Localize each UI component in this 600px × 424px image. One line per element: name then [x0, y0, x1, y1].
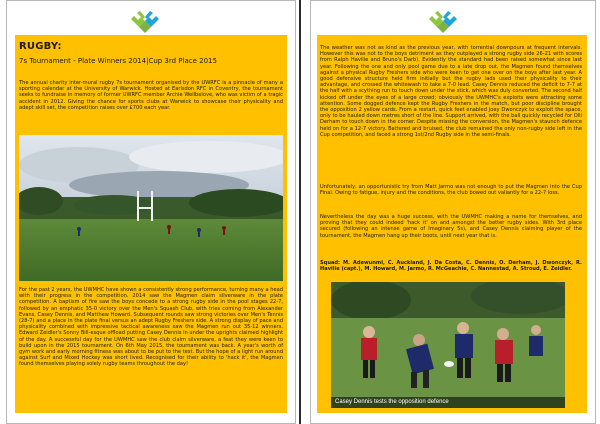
hands-heart-icon: [427, 7, 459, 35]
right-page: [310, 0, 596, 424]
section-title: RUGBY:: [19, 41, 62, 52]
semi-final-paragraph: Unfortunately, an opportunistic try from Matt Jarmo was not enough to put the Magmen into the Cup Final. Owing to fatigue, injury and the conditions, the club bowed out valiantly for a 22-7 loss.: [320, 184, 582, 197]
match-report-paragraph: The weather was not as kind as the previous year, with torrential downpours at frequent intervals. However this was not to the boys detriment as they outplayed a strong rugby side 26-21 with scores from Ralph Havilie and Bruno's Darb). Evidently the standard had been raised somewhat since last year. Following the one and only pool game due to a late drop out, the Magmen found themselves against a physical Rugby Freshers side who were keen to get one over on the boys after last year. A good defensive structure held firm initially but the rugby lads used their physicality to their advantage, and crossed the whitewash to take a 7-0 lead. Casey Dennis reduced the deficit to 7-7 at the half with a scything run to touch down under the stick, which was duly converted. The second half kicked off under the eyes of a large crowd; obviously the UWMHC's exploits were attracting some attention. Some dogged defence kept the Rugby Freshers in the match, but poor discipline brought the opposition 2 yellow cards. From a restart, quick feet enabled Joey Dwonczyk to exploit the space, only to be hauled down metres short of the line. Support arrived, with the ball quickly recycled for Olli Derham to touch down in the corner. Despite missing the conversion, the Magmen's staunch defence held on for a 12-7 victory. Battered and bruised, the club remained the only non-rugby side left in the Cup competition, and faced a strong 1st/2nd Rugby side in the semi-finals.: [320, 45, 582, 138]
intro-paragraph: The annual charity inter-mural rugby 7s tournament organised by the UWRFC is a pinnacle of many a sporting calendar at the University of Warwick. Hosted at Earlsdon RFC in Coventry, the tournament seeks to fundraise in memory of former UWRFC member Archie Wellbelove, who was victim of a tragic accident in 2012. Giving the chance for sports clubs at Warwick to showcase their physicality and adept skill set, the competition raises over £700 each year.: [19, 80, 283, 111]
article-subtitle: 7s Tournament - Plate Winners 2014|Cup 3rd Place 2015: [19, 57, 217, 65]
summary-paragraph: Nevertheless the day was a huge success, with the UWMHC making a name for themselves, and proving that they could indeed 'hack it' on and amongst the better rugby sides. With 3rd place secured (following an intense game of Imaginary 5s), and Casey Dennis claiming player of the tournament, the Magmen hang up their boots, until next year that is.: [320, 214, 582, 239]
page-divider: [299, 0, 301, 424]
match-photo-image: [331, 282, 565, 408]
hands-heart-icon: [129, 7, 161, 35]
body-paragraph: For the past 2 years, the UWMHC have shown a consistently strong performance, turning many a head with their progress in the competition. 2014 saw the Magmen claim silverware in the plate competition. A baptism of fire saw the boys concede to a strong rugby side in the pool stages 22-7, followed by an emphatic 35-0 victory over the Men's Squash Club, with tries coming from Alexander Evans, Casey Dennis, and Matthew Howard. Subsequent rounds saw strong victories over Men's Tennis (28-7) and a place in the plate final versus an adept Rugby Freshers side. A strong display of pace and physicality combined with impressive tactical awareness saw the Magmen run out 35-12 winners. Edward Zeidler's Sonny Bill-esque offload putting Casey Dennis in under the uprights claimed highlight of the day. A successful day for the UWMHC saw the club claim silverware, a feat they were keen to build upon in the 2015 tournament. On 6th May 2015, the tournament was back. A year's worth of gym work and early morning fitness was about to be put to the test. But the hope of a light run around against Surf and Mixed Hockey was short lived. Recognised for their ability to 'hack it', the Magmen found themselves playing solely rugby teams throughout the day!: [19, 287, 283, 368]
tournament-photo: [19, 135, 283, 281]
left-page: [6, 0, 296, 424]
match-photo: [331, 282, 565, 408]
tournament-photo-image: [19, 135, 283, 281]
squad-list: Squad: M. Adewunmi, C. Auckland, J. Da Costa, C. Dennis, O. Derham, J. Dwonczyk, R. Havilie (capt.), M. Howard, M. Jarmo, R. McGeachie, C. Nannestad, A. Stroud, E. Zeidler.: [320, 260, 582, 273]
photo-caption: Casey Dennis tests the opposition defence: [331, 397, 565, 408]
